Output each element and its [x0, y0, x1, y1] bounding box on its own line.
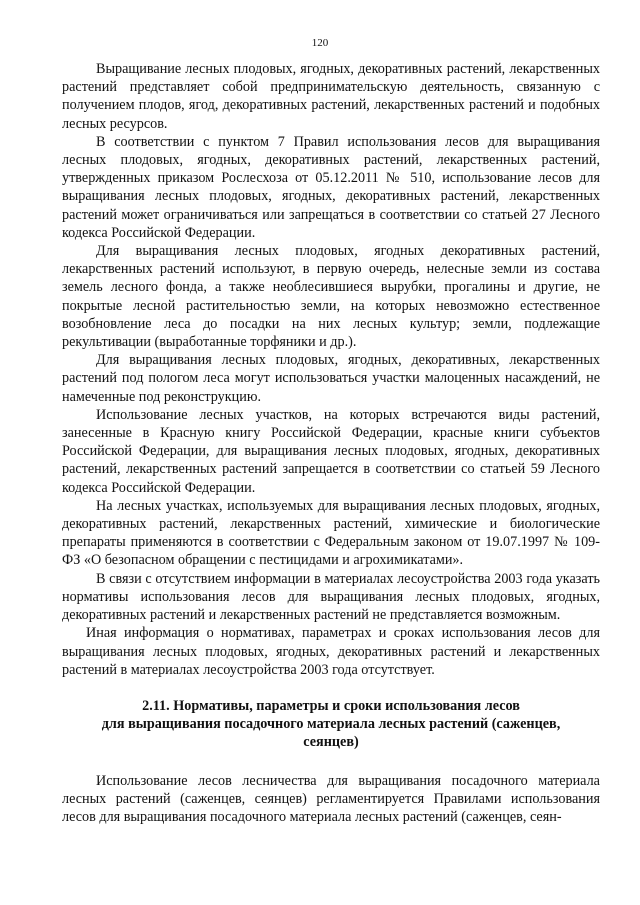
body-text: [62, 60, 600, 826]
paragraph: В связи с отсутствием информации в материалах лесоустройства 2003 года указать нормативы использования лесов для выращивания лесных плодовых, ягодных, декоративных растений и лекарственных растений не представляется возможным.: [62, 570, 600, 624]
page-number: 120: [311, 37, 329, 49]
section-heading-line: 2.11. Нормативы, параметры и сроки использования лесов: [142, 697, 520, 714]
paragraph: Иная информация о нормативах, параметрах и сроках использования лесов для выращивания лесных плодовых, ягодных, декоративных растений и лекарственных растений в материалах лесоустройства 2003 года отсутствует.: [62, 625, 600, 678]
paragraph: Для выращивания лесных плодовых, ягодных декоративных растений, лекарственных растений используют, в первую очередь, нелесные земли из состава земель лесного фонда, а также необлесившиеся вырубки, прогалины и другие, не покрытые лесной растительностью земли, на которых невозможно естественное возобновление леса до посадки на них лесных культур; земли, подлежащие рекультивации (выработанные торфяники и др.).: [62, 243, 600, 351]
paragraph: Для выращивания лесных плодовых, ягодных, декоративных, лекарственных растений под пологом леса могут использоваться участки малоценных насаждений, не намеченные под реконструкцию.: [62, 352, 600, 405]
paragraph: Выращивание лесных плодовых, ягодных, декоративных растений, лекарственных растений представляет собой предпринимательскую деятельность, связанную с получением плодов, ягод, декоративных растений, лекарственных растений и подобных лесных ресурсов.: [62, 61, 600, 132]
paragraph: На лесных участках, используемых для выращивания лесных плодовых, ягодных, декоративных растений, лекарственных растений, химические и биологические препараты применяются в соответствии с Федеральным законом от 19.07.1997 № 109-ФЗ «О безопасном обращении с пестицидами и агрохимикатами».: [62, 497, 600, 569]
paragraph: Использование лесных участков, на которых встречаются виды растений, занесенные в Красную книгу Российской Федерации, красные книги субъектов Российской Федерации, для выращивания лесных плодовых, ягодных, декоративных растений, лекарственных растений запрещается в соответствии со статьей 59 Лесного кодекса Российской Федерации.: [62, 406, 600, 496]
paragraph: Использование лесов лесничества для выращивания посадочного материала лесных растений (саженцев, сеянцев) регламентируется Правилами использования лесов для выращивания посадочного материала лесных растений (саженцев, сеян-: [62, 772, 600, 825]
paragraph: В соответствии с пунктом 7 Правил использования лесов для выращивания лесных плодовых, ягодных, декоративных растений, лекарственных растений, утвержденных приказом Рослесхоза от 05.12.2011 № 510, использование лесов для выращивания лесных плодовых, ягодных, декоративных растений, лекарственных растений может ограничиваться или запрещаться в соответствии со статьей 27 Лесного кодекса Российской Федерации.: [62, 133, 600, 241]
section-heading: [62, 697, 600, 752]
section-heading-line: для выращивания посадочного материала лесных растений (саженцев,: [101, 716, 561, 733]
section-heading-line: сеянцев): [303, 734, 359, 751]
